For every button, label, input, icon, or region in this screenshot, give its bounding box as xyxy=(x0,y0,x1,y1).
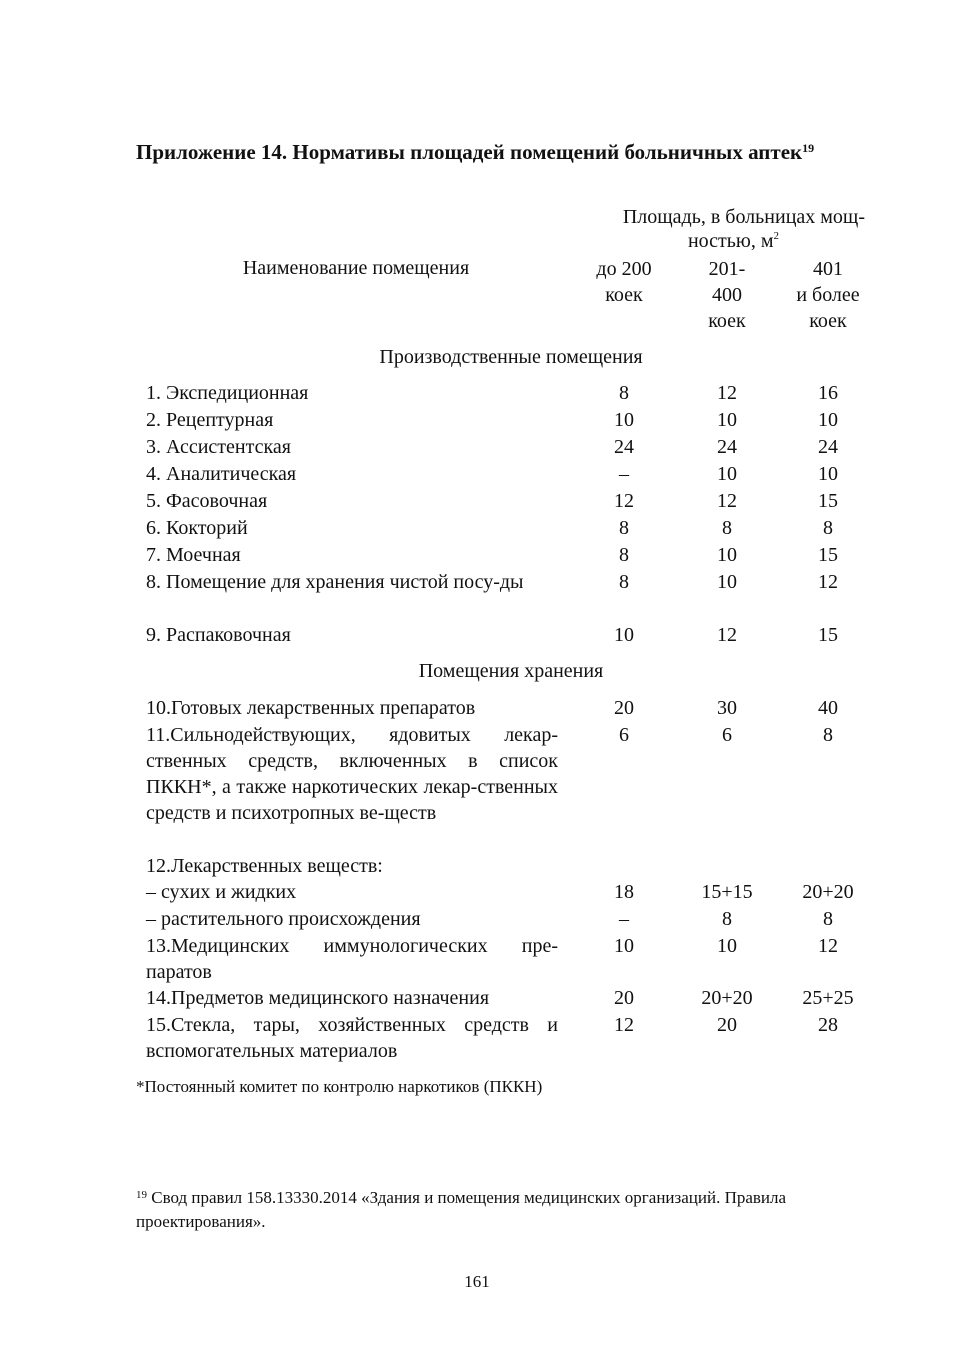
row-value-col2: 10 xyxy=(717,571,737,593)
row-value-col3: 25+25 xyxy=(802,987,854,1009)
section-storage: Помещения хранения xyxy=(418,660,604,682)
row-name: 3. Ассистентская xyxy=(146,436,291,458)
row-value-col2: 30 xyxy=(717,697,737,719)
row-value-col3: 15 xyxy=(818,544,838,566)
row-name: – растительного происхождения xyxy=(146,908,421,930)
row-value-col1: 24 xyxy=(614,436,634,458)
row-value-col1: 10 xyxy=(614,935,634,957)
row-value-col1: 12 xyxy=(614,490,634,512)
footnote-text: Свод правил 158.13330.2014 «Здания и помещения медицинских организаций. Правила проектирования». xyxy=(136,1188,787,1231)
row-value-col3: 20+20 xyxy=(802,881,854,903)
row-value-col2: 20 xyxy=(717,1014,737,1036)
row-name: 4. Аналитическая xyxy=(146,463,297,485)
row-value-col3: 28 xyxy=(818,1014,838,1036)
row-value-col3: 12 xyxy=(818,935,838,957)
row-name: 2. Рецептурная xyxy=(146,409,274,431)
header-col-3-line1: 401 xyxy=(813,258,843,280)
row-value-col1: 10 xyxy=(614,409,634,431)
row-value-col3: 12 xyxy=(818,571,838,593)
row-value-col3: 10 xyxy=(818,409,838,431)
row-value-col3: 10 xyxy=(818,463,838,485)
page-number: 161 xyxy=(464,1272,490,1291)
row-name: 10.Готовых лекарственных препаратов xyxy=(146,697,476,719)
header-col-2-line3: коек xyxy=(708,310,746,332)
row-value-col3: 8 xyxy=(823,517,833,539)
row-value-col2: 6 xyxy=(722,724,732,746)
row-value-col1: 18 xyxy=(614,881,634,903)
header-col-2-line2: 400 xyxy=(712,284,742,306)
row-value-col2: 12 xyxy=(717,490,737,512)
row-value-col1: – xyxy=(619,463,629,485)
row-value-col1: – xyxy=(619,908,629,930)
row-value-col3: 24 xyxy=(818,436,838,458)
header-col-3-line3: коек xyxy=(809,310,847,332)
row-name: 12.Лекарственных веществ: xyxy=(146,855,383,877)
row-name: 13.Медицинских иммунологических пре-паратов xyxy=(146,935,558,983)
title-footnote-ref: 19 xyxy=(802,141,815,155)
row-name: – сухих и жидких xyxy=(146,881,297,903)
row-value-col1: 10 xyxy=(614,624,634,646)
footnote xyxy=(136,1186,896,1234)
row-value-col1: 8 xyxy=(619,382,629,404)
row-value-col1: 8 xyxy=(619,571,629,593)
row-value-col1: 6 xyxy=(619,724,629,746)
row-name: 8. Помещение для хранения чистой посу-ды xyxy=(146,571,524,593)
row-value-col2: 10 xyxy=(717,935,737,957)
row-value-col2: 10 xyxy=(717,544,737,566)
footnote-marker: 19 xyxy=(136,1189,147,1201)
row-value-col3: 16 xyxy=(818,382,838,404)
row-value-col3: 15 xyxy=(818,624,838,646)
row-value-col3: 40 xyxy=(818,697,838,719)
row-name: 5. Фасовочная xyxy=(146,490,268,512)
row-value-col2: 8 xyxy=(722,908,732,930)
row-value-col2: 12 xyxy=(717,382,737,404)
row-name: 15.Стекла, тары, хозяйственных средств и вспомогательных материалов xyxy=(146,1014,558,1062)
row-value-col1: 20 xyxy=(614,987,634,1009)
row-name: 6. Кокторий xyxy=(146,517,248,539)
header-col-2-line1: 201- xyxy=(708,258,746,280)
header-col-1-line1: до 200 xyxy=(596,258,652,280)
row-value-col3: 15 xyxy=(818,490,838,512)
row-value-col1: 8 xyxy=(619,517,629,539)
header-area-line1: Площадь, в больницах мощ- xyxy=(622,206,865,228)
header-room-name: Наименование помещения xyxy=(242,257,470,279)
header-col-1-line2: коек xyxy=(605,284,643,306)
row-name: 11.Сильнодействующих, ядовитых лекар-ственных средств, включенных в список ПККН*, а также наркотических лекар-ственных средств и психотропных ве-ществ xyxy=(146,724,558,824)
row-value-col2: 15+15 xyxy=(701,881,753,903)
row-value-col2: 20+20 xyxy=(701,987,753,1009)
page-title xyxy=(136,140,896,164)
row-name: 9. Распаковочная xyxy=(146,624,291,646)
table-note: *Постоянный комитет по контролю наркотиков (ПККН) xyxy=(136,1077,543,1096)
row-name: 1. Экспедиционная xyxy=(146,382,309,404)
row-value-col2: 10 xyxy=(717,409,737,431)
row-name: 7. Моечная xyxy=(146,544,241,566)
header-col-3 xyxy=(778,256,878,334)
row-value-col2: 12 xyxy=(717,624,737,646)
row-name: 14.Предметов медицинского назначения xyxy=(146,987,490,1009)
row-value-col1: 8 xyxy=(619,544,629,566)
title-text: Приложение 14. Нормативы площадей помещений больничных аптек xyxy=(136,140,803,164)
header-col-1 xyxy=(574,256,674,308)
row-value-col1: 20 xyxy=(614,697,634,719)
header-area-sup: 2 xyxy=(773,230,779,242)
row-value-col2: 24 xyxy=(717,436,737,458)
header-col-2 xyxy=(677,256,777,334)
row-value-col3: 8 xyxy=(823,908,833,930)
row-value-col3: 8 xyxy=(823,724,833,746)
header-col-3-line2: и более xyxy=(796,284,860,306)
header-area xyxy=(575,205,865,253)
header-area-line2: ностью, $м^2$ xyxy=(687,230,779,252)
row-value-col1: 12 xyxy=(614,1014,634,1036)
row-value-col2: 8 xyxy=(722,517,732,539)
section-production: Производственные помещения xyxy=(379,346,643,368)
row-value-col2: 10 xyxy=(717,463,737,485)
